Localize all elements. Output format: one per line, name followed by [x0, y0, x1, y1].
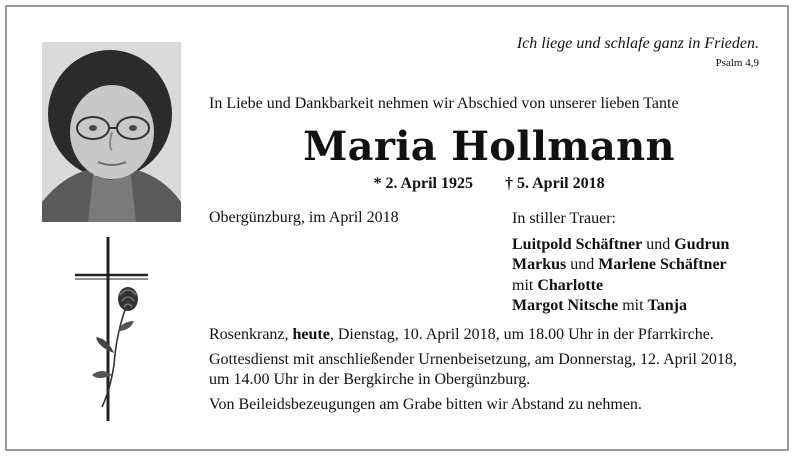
mourners-heading: In stiller Trauer: [512, 210, 616, 227]
mourner-line: Luitpold Schäftner und Gudrun [512, 235, 730, 253]
mourner-line: Markus und Marlene Schäftner [512, 256, 727, 273]
rosary-info: Rosenkranz, heute, Dienstag, 10. April 2018, um 18.00 Uhr in der Pfarrkirche. [209, 326, 714, 343]
deceased-name: Maria Hollmann [303, 123, 675, 170]
portrait-photo [42, 42, 181, 222]
mourner-line: mit Charlotte [512, 276, 604, 294]
quote-text: Ich liege und schlafe ganz in Frieden. [516, 35, 759, 52]
quote-source: Psalm 4,9 [715, 57, 759, 69]
birth-date: * 2. April 1925 [373, 175, 473, 192]
scripture-quote [517, 35, 759, 69]
obituary-notice [5, 5, 789, 451]
intro-text: In Liebe und Dankbarkeit nehmen wir Abschied von unserer lieben Tante [209, 95, 679, 112]
mourner-line: Margot Nitsche mit Tanja [512, 297, 687, 314]
cross-with-rose-icon [72, 235, 152, 425]
place-and-date: Obergünzburg, im April 2018 [209, 209, 399, 226]
service-info [209, 325, 749, 420]
condolence-note: Von Beileidsbezeugungen am Grabe bitten wir Abstand zu nehmen. [209, 396, 642, 413]
funeral-service-info: Gottesdienst mit anschließender Urnenbeisetzung, am Donnerstag, 12. April 2018, um 14.00 Uhr in der Bergkirche in Obergünzburg. [209, 351, 737, 388]
mourners-block [512, 209, 729, 317]
life-dates [209, 175, 769, 193]
death-date: † 5. April 2018 [505, 175, 605, 192]
